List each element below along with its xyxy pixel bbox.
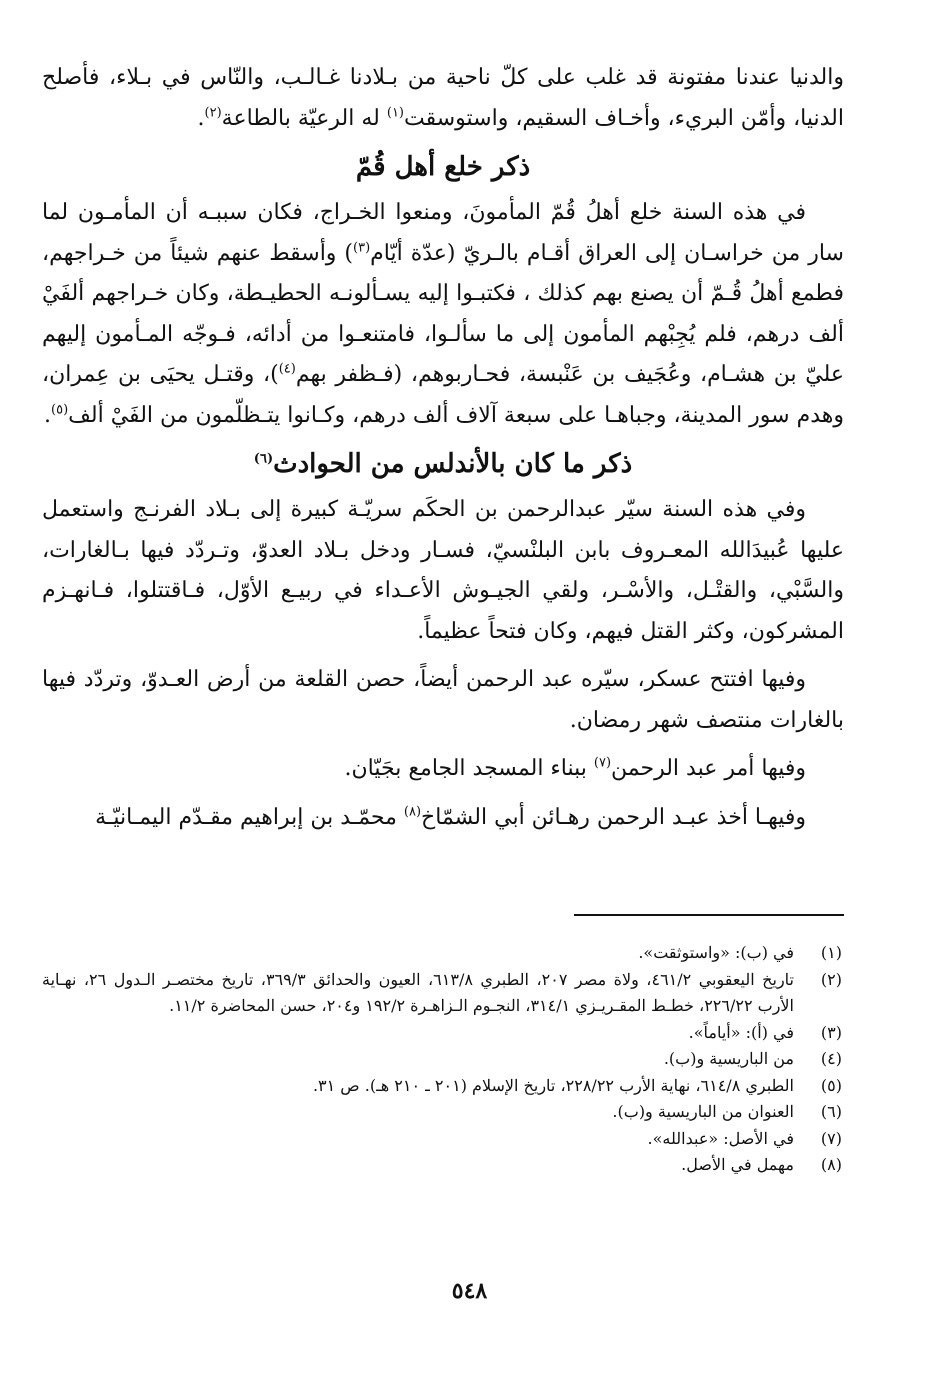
section-heading-qum: ذكر خلع أهل قُمّ [355, 152, 531, 182]
footnote-item [42, 1020, 844, 1047]
heading-text: ذكر ما كان بالأندلس من الحوادث [273, 449, 633, 479]
footnote-ref-1: (١) [386, 105, 404, 121]
text-run: وفيهـا أخذ عبـد الرحمن رهـائن أبي الشمّاخ [421, 804, 806, 830]
footnote-number: (٨) [820, 1155, 842, 1174]
footnote-number: (٣) [820, 1022, 842, 1042]
text-run: ) وأسقط عنهم شيئاً من خـراجهم، فطمع أهلُ قُـمّ أن يصنع بهم كذلك ، فكتبـوا إليه يسـألونـه الحطيـطة، وكان خـراجهم ألفَيْ ألف درهم، فلم يُجِبْهم المأمون إلى ما سألـوا، فامتنعـوا من أدائه، فـوجّه المـأمون إليهم عليّ بن هشـام، وعُجَيف بن عَنْبسة، فحـاربوهم، (فـظفر بهم [42, 240, 844, 387]
footnote-text: العنوان من الباريسية و(ب). [612, 1102, 794, 1121]
footnote-ref-5: (٥) [51, 402, 69, 418]
text-run: في هذه السنة خلع أهلُ قُمّ المأمونَ، ومنعوا الخـراج، فكان سببـه أن المأمـون لما سار من خراسـان إلى العراق أقـام بالـريّ (عدّة أيّام [42, 200, 844, 266]
footnote-text: من الباريسية و(ب). [663, 1049, 794, 1068]
footnote-divider [574, 914, 844, 916]
text-run: . [197, 105, 205, 131]
footnote-ref-6: (٦) [253, 451, 274, 467]
footnote-text: في الأصل: «عبدالله». [647, 1128, 794, 1148]
footnote-ref-7: (٧) [593, 755, 612, 771]
paragraph-andalus-fortress: وفيها افتتح عسكر، سيّره عبد الرحمن أيضاً، حصن القلعة من أرض العـدوّ، وتردّد فيها بالغارات منتصف شهر رمضان. [42, 667, 844, 733]
footnote-item [42, 1126, 844, 1153]
footnote-number: (١) [820, 943, 842, 962]
footnote-text: تاريخ اليعقوبي ٤٦١/٢، ولاة مصر ٢٠٧، الطبري ٦١٣/٨، العيون والحدائق ٣٦٩/٣، تاريخ مختصـر الـدول ٢٦، نهـاية الأرب ٢٢٦/٢٢، خطـط المقـريـزي ٣١٤/١، النجـوم الـزاهـرة ١٩٢/٢ و٢٠٤، حسن المحاضرة ١١/٢. [42, 969, 795, 1015]
footnote-number: (٥) [820, 1075, 842, 1095]
page-number: ٥٤٨ [451, 1278, 488, 1304]
footnote-ref-4: (٤) [278, 361, 296, 377]
footnote-text: في (أ): «أياماً». [688, 1022, 794, 1042]
paragraph-top [42, 58, 844, 139]
footnote-item [42, 967, 844, 1020]
text-run: محمّـد بن إبراهيم مقـدّم اليمـانيّـة [95, 804, 404, 830]
footnote-text: مهمل في الأصل. [681, 1155, 794, 1174]
footnote-number: (٤) [820, 1049, 842, 1068]
text-run: ببناء المسجد الجامع بجَيّان. [344, 756, 594, 781]
footnote-item [42, 1099, 844, 1126]
footnotes [42, 940, 844, 1179]
text-run: له الرعيّة بالطاعة [221, 105, 387, 131]
footnote-ref-2: (٢) [204, 105, 222, 121]
footnote-ref-3: (٣) [353, 240, 371, 256]
footnote-text: الطبري ٦١٤/٨، نهاية الأرب ٢٢٨/٢٢، تاريخ الإسلام (٢٠١ ـ ٢١٠ هـ). ص ٣١. [312, 1075, 794, 1095]
footnote-text: في (ب): «واستوثقت». [638, 943, 794, 962]
footnote-item [42, 1152, 844, 1179]
paragraph-andalus-hostages [42, 798, 844, 839]
paragraph-andalus-raid: وفي هذه السنة سيّر عبدالرحمن بن الحكَم سريّـة كبيرة إلى بـلاد الفرنـج واستعمل عليها عُبيدَالله المعـروف بابن البلنْسيّ، فسـار ودخل بـلاد العدوّ، وتـردّد فيها بـالغارات، والسَّبْي، والقتْـل، والأسْـر، ولقي الجيـوش الأعـداء في ربيـع الأوّل، فـاقتتلوا، فـانهـزم المشركون، وكثر القتل فيهم، وكان فتحاً عظيماً. [42, 497, 844, 644]
footnote-item [42, 1046, 844, 1073]
text-run: والدنيا عندنا مفتونة قد غلب على كلّ ناحية من بـلادنا غـالـب، والنّاس في بـلاء، فأصلح الدنيا، وأمّن البريء، وأخـاف السقيم، واستوسقت [42, 65, 844, 131]
footnote-item [42, 1073, 844, 1100]
footnote-item [42, 940, 844, 967]
footnote-number: (٢) [820, 969, 842, 989]
footnote-number: (٧) [820, 1128, 842, 1148]
paragraph-andalus-mosque [42, 749, 844, 790]
text-run: . [44, 402, 51, 428]
text-run: وفيها أمر عبد الرحمن [611, 756, 806, 781]
section-heading-andalus [42, 442, 844, 486]
text-run: )، وقتـل يحيَى بن عِمران، وهدم سور المدينة، وجباهـا على سبعة آلاف ألف درهم، وكـانوا يتـظلّمون من الفَيْ ألف [42, 362, 844, 428]
footnote-ref-8: (٨) [403, 804, 422, 820]
footnote-number: (٦) [820, 1102, 842, 1121]
paragraph-qum [42, 193, 844, 436]
